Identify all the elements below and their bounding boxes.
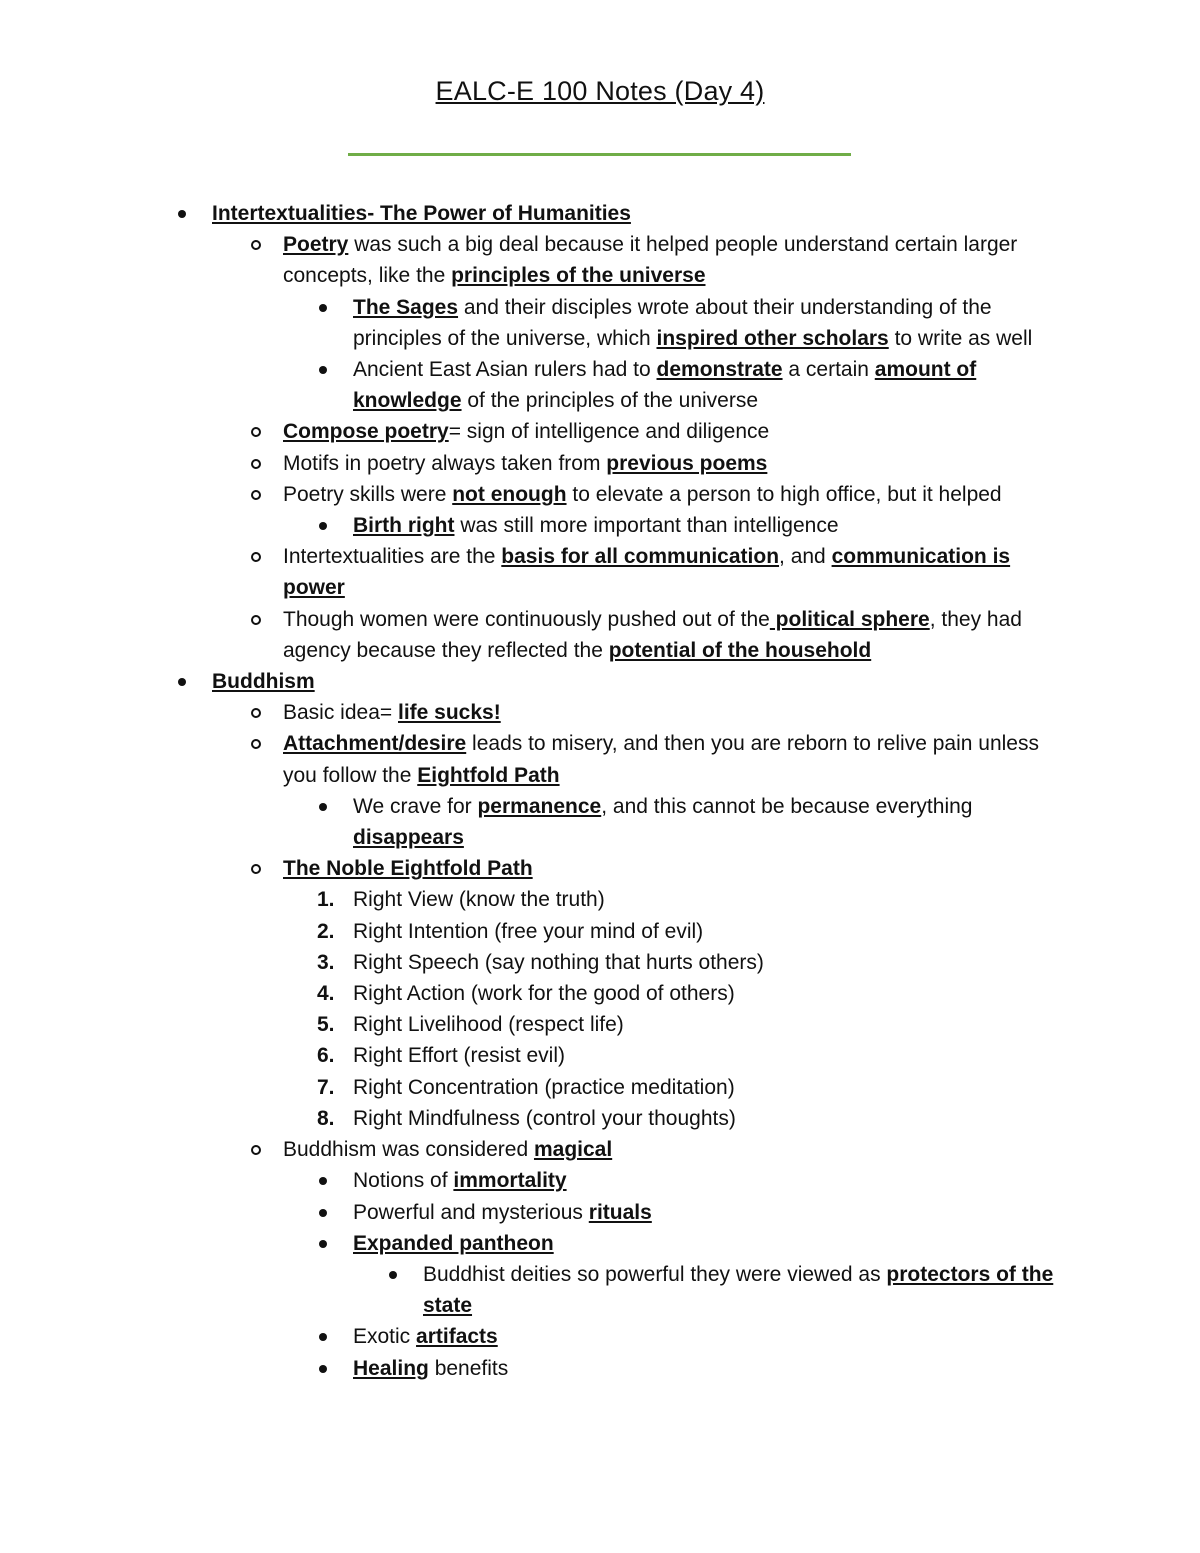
note-text: Powerful and mysterious bbox=[353, 1200, 589, 1224]
key-term: Eightfold Path bbox=[417, 763, 560, 787]
note-text: Right Intention (free your mind of evil) bbox=[353, 919, 704, 943]
key-term: communication is power bbox=[283, 545, 1011, 600]
page-title: EALC-E 100 Notes (Day 4) bbox=[435, 76, 765, 106]
note-item bbox=[353, 791, 1073, 853]
key-term: Compose poetry bbox=[283, 420, 449, 444]
key-term: artifacts bbox=[416, 1325, 498, 1349]
list-number: 7. bbox=[317, 1075, 335, 1099]
key-term: political sphere bbox=[769, 607, 930, 631]
circle-bullet-icon bbox=[251, 615, 261, 625]
note-text: Exotic bbox=[353, 1325, 417, 1349]
bullet-icon bbox=[319, 304, 327, 312]
key-term: amount of knowledge bbox=[353, 358, 977, 413]
key-term: Attachment/desire bbox=[283, 732, 467, 756]
key-term: life sucks! bbox=[398, 701, 501, 725]
note-text: to elevate a person to high office, but it helped bbox=[566, 482, 1002, 506]
list-number: 1. bbox=[317, 888, 335, 912]
key-term: rituals bbox=[588, 1200, 652, 1224]
note-item bbox=[353, 1197, 1073, 1228]
note-text: = sign of intelligence and diligence bbox=[448, 420, 770, 444]
note-text: benefits bbox=[428, 1356, 509, 1380]
note-text: Right Mindfulness (control your thoughts) bbox=[353, 1106, 736, 1130]
circle-bullet-icon bbox=[251, 1145, 261, 1155]
note-text: a certain bbox=[782, 358, 875, 382]
key-term: permanence bbox=[477, 794, 602, 818]
note-text: , and bbox=[779, 545, 832, 569]
note-item bbox=[317, 916, 1073, 947]
bullet-icon bbox=[178, 210, 186, 218]
note-text: Right View (know the truth) bbox=[353, 888, 605, 912]
note-item bbox=[353, 354, 1073, 416]
key-term: The Noble Eightfold Path bbox=[283, 857, 533, 881]
key-term: The Sages bbox=[353, 295, 459, 319]
bullet-icon bbox=[319, 1209, 327, 1217]
circle-bullet-icon bbox=[251, 240, 261, 250]
note-item bbox=[283, 479, 1073, 510]
notes-list bbox=[0, 198, 1200, 1384]
key-term: potential of the household bbox=[608, 638, 872, 662]
note-item bbox=[353, 1228, 1073, 1259]
circle-bullet-icon bbox=[251, 427, 261, 437]
list-number: 6. bbox=[317, 1044, 335, 1068]
bullet-icon bbox=[319, 1333, 327, 1341]
bullet-icon bbox=[319, 803, 327, 811]
note-text: , they had agency because they reflected the bbox=[283, 607, 1022, 662]
note-text: Basic idea= bbox=[283, 701, 398, 725]
note-text: of the principles of the universe bbox=[461, 389, 759, 413]
circle-bullet-icon bbox=[251, 552, 261, 562]
key-term: immortality bbox=[453, 1169, 567, 1193]
note-text: Right Effort (resist evil) bbox=[353, 1044, 565, 1068]
key-term: Birth right bbox=[353, 514, 455, 538]
note-item bbox=[283, 448, 1073, 479]
key-term: Buddhism bbox=[212, 670, 315, 694]
list-number: 4. bbox=[317, 982, 335, 1006]
note-item bbox=[353, 510, 1073, 541]
note-text: , and this cannot be because everything bbox=[601, 794, 973, 818]
note-item bbox=[317, 1072, 1073, 1103]
note-item bbox=[283, 728, 1073, 790]
note-item bbox=[283, 416, 1073, 447]
note-text: Buddhism was considered bbox=[283, 1138, 534, 1162]
title-divider bbox=[348, 153, 851, 156]
list-number: 8. bbox=[317, 1106, 335, 1130]
note-item bbox=[283, 541, 1073, 603]
bullet-icon bbox=[319, 1177, 327, 1185]
note-text: leads to misery, and then you are reborn to relive pain unless you follow the bbox=[283, 732, 1039, 787]
key-term: magical bbox=[533, 1138, 613, 1162]
key-term: Expanded pantheon bbox=[353, 1231, 554, 1255]
note-text: and their disciples wrote about their understanding of the principles of the universe, which bbox=[353, 295, 992, 350]
key-term: inspired other scholars bbox=[656, 326, 889, 350]
note-item bbox=[212, 666, 1062, 697]
key-term: Poetry bbox=[283, 233, 349, 257]
note-item bbox=[423, 1259, 1073, 1321]
note-item bbox=[353, 292, 1073, 354]
list-number: 3. bbox=[317, 950, 335, 974]
circle-bullet-icon bbox=[251, 490, 261, 500]
note-item bbox=[317, 978, 1073, 1009]
note-item bbox=[317, 884, 1073, 915]
bullet-icon bbox=[319, 522, 327, 530]
note-text: Notions of bbox=[353, 1169, 454, 1193]
note-text: Poetry skills were bbox=[283, 482, 453, 506]
bullet-icon bbox=[319, 1240, 327, 1248]
bullet-icon bbox=[319, 1365, 327, 1373]
note-text: to write as well bbox=[888, 326, 1033, 350]
note-text: Ancient East Asian rulers had to bbox=[353, 358, 657, 382]
note-text: We crave for bbox=[353, 794, 478, 818]
list-number: 2. bbox=[317, 919, 335, 943]
circle-bullet-icon bbox=[251, 459, 261, 469]
circle-bullet-icon bbox=[251, 708, 261, 718]
bullet-icon bbox=[389, 1271, 397, 1279]
note-text: Right Livelihood (respect life) bbox=[353, 1013, 624, 1037]
key-term: not enough bbox=[452, 482, 567, 506]
key-term: protectors of the state bbox=[423, 1262, 1054, 1318]
note-item bbox=[317, 1103, 1073, 1134]
key-term: disappears bbox=[353, 826, 464, 850]
key-term: previous poems bbox=[606, 451, 768, 475]
note-item bbox=[317, 1009, 1073, 1040]
note-item bbox=[212, 198, 1062, 229]
key-term: principles of the universe bbox=[451, 264, 706, 288]
list-number: 5. bbox=[317, 1013, 335, 1037]
note-text: was still more important than intelligence bbox=[454, 514, 839, 538]
key-term: Healing bbox=[353, 1356, 429, 1380]
note-text: Though women were continuously pushed out of the bbox=[283, 607, 770, 631]
note-item bbox=[353, 1321, 1073, 1352]
key-term: basis for all communication bbox=[501, 545, 780, 569]
note-text: Right Speech (say nothing that hurts others) bbox=[353, 950, 764, 974]
note-item bbox=[283, 853, 1073, 884]
note-item bbox=[353, 1353, 1073, 1384]
bullet-icon bbox=[178, 678, 186, 686]
note-item bbox=[283, 604, 1073, 666]
bullet-icon bbox=[319, 366, 327, 374]
key-term: demonstrate bbox=[656, 358, 783, 382]
note-text: was such a big deal because it helped people understand certain larger concepts, like the bbox=[283, 233, 1018, 288]
circle-bullet-icon bbox=[251, 864, 261, 874]
key-term: Intertextualities- The Power of Humanities bbox=[212, 202, 631, 225]
note-item bbox=[283, 697, 1073, 728]
note-text: Buddhist deities so powerful they were viewed as bbox=[423, 1262, 887, 1286]
note-item bbox=[317, 947, 1073, 978]
note-item bbox=[317, 1040, 1073, 1071]
note-item bbox=[283, 1134, 1073, 1165]
note-item bbox=[283, 229, 1073, 291]
note-text: Intertextualities are the bbox=[283, 545, 502, 569]
note-text: Right Action (work for the good of others) bbox=[353, 982, 735, 1006]
note-text: Motifs in poetry always taken from bbox=[283, 451, 607, 475]
circle-bullet-icon bbox=[251, 739, 261, 749]
note-item bbox=[353, 1165, 1073, 1196]
note-text: Right Concentration (practice meditation) bbox=[353, 1075, 735, 1099]
